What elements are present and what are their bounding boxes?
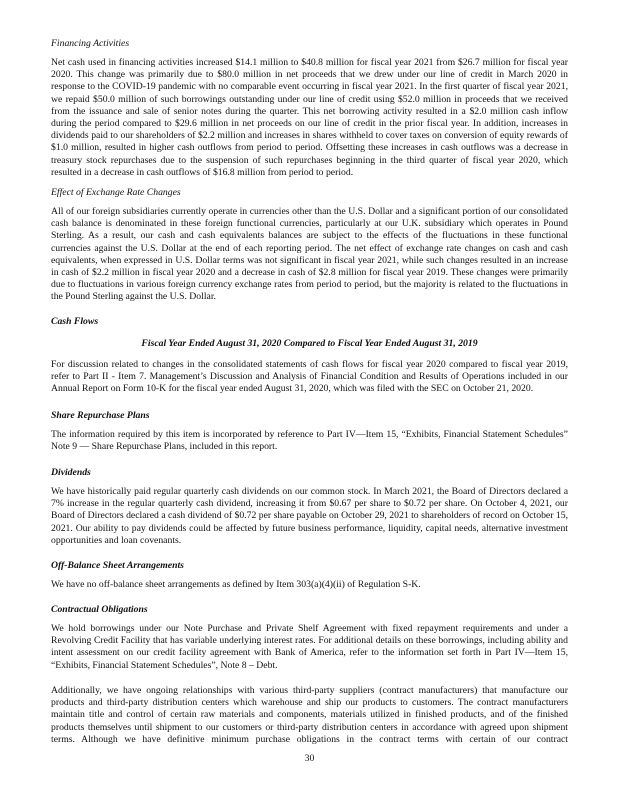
dividends-paragraph: We have historically paid regular quarterly cash dividends on our common stock. In March 2021, the Board of Directors declared a 7% increase in the regular quarterly cash dividend, increasing it from $0.67 per share to $0.72 per share. On October 4, 2021, our Board of Directors declared a cash dividend of $0.72 per share payable on October 29, 2021 to shareholders of record on October 15, 2021. Our ability to pay dividends could be affected by future business performance, liquidity, capital needs, alternative investment opportunities and loan covenants.: [51, 486, 568, 546]
cash-flows-paragraph: For discussion related to changes in the consolidated statements of cash flows for fiscal year 2020 compared to fiscal year 2019, refer to Part II - Item 7. Management’s Discussion and Analysis of Financial Condition and Results of Operations included in our Annual Report on Form 10-K for the fiscal year ended August 31, 2020, which was filed with the SEC on October 21, 2020.: [51, 359, 568, 395]
share-repurchase-paragraph: The information required by this item is incorporated by reference to Part IV—Item 15, “Exhibits, Financial Statement Schedules” Note 9 — Share Repurchase Plans, included in this report.: [51, 429, 568, 453]
exchange-rate-heading: Effect of Exchange Rate Changes: [51, 187, 181, 198]
share-repurchase-heading: Share Repurchase Plans: [51, 410, 150, 421]
contractual-obligations-paragraph-2: Additionally, we have ongoing relationships with various third-party suppliers (contract manufacturers) that manufacture our products and third-party distribution centers which warehouse and ship our products to customers. The contract manufacturers maintain title and control of certain raw materials and components, materials utilized in finished products, and of the finished products themselves until shipment to our customers or third-party distribution centers in accordance with agreed upon shipment terms. Although we have definitive minimum purchase obligations in the contract terms with certain of our contract: [51, 685, 568, 745]
contractual-obligations-paragraph-1: We hold borrowings under our Note Purchase and Private Shelf Agreement with fixed repayment requirements and under a Revolving Credit Facility that has variable underlying interest rates. For additional details on these borrowings, including ability and intent assessment on our credit facility agreement with Bank of America, refer to the information set forth in Part IV—Item 15, “Exhibits, Financial Statement Schedules”, Note 8 – Debt.: [51, 623, 568, 671]
financing-activities-heading: Financing Activities: [51, 38, 130, 49]
cash-flows-subheading: Fiscal Year Ended August 31, 2020 Compared to Fiscal Year Ended August 31, 2019: [141, 338, 478, 349]
off-balance-paragraph: We have no off-balance sheet arrangements as defined by Item 303(a)(4)(ii) of Regulation S-K.: [51, 579, 421, 590]
financing-activities-paragraph: Net cash used in financing activities increased $14.1 million to $40.8 million for fiscal year 2021 from $26.7 million for fiscal year 2020. This change was primarily due to $80.0 million in net proceeds that we drew under our line of credit in March 2020 in response to the COVID-19 pandemic with no comparable event occurring in fiscal year 2021. In the first quarter of fiscal year 2021, we repaid $50.0 million of such borrowings outstanding under our line of credit using $52.0 million in proceeds that we received from the issuance and sale of senior notes during the quarter. This net borrowing activity resulted in a $2.0 million cash inflow during the period compared to $29.6 million in net proceeds on our line of credit in the prior fiscal year. In addition, increases in dividends paid to our shareholders of $2.2 million and increases in shares withheld to cover taxes on conversion of equity rewards of $1.0 million, resulted in higher cash outflows from period to period. Offsetting these increases in cash outflows was a decrease in treasury stock repurchases due to the suspension of such repurchases beginning in the third quarter of fiscal year 2020, which resulted in a decrease in cash outflows of $16.8 million from period to period.: [51, 57, 568, 178]
cash-flows-heading: Cash Flows: [51, 316, 99, 327]
off-balance-heading: Off-Balance Sheet Arrangements: [51, 560, 184, 571]
page-number: 30: [304, 753, 315, 764]
dividends-heading: Dividends: [51, 467, 91, 478]
exchange-rate-paragraph: All of our foreign subsidiaries currently operate in currencies other than the U.S. Dollar and a significant portion of our consolidated cash balance is denominated in these foreign functional currencies, particularly at our U.K. subsidiary which operates in Pound Sterling. As a result, our cash and cash equivalents balances are subject to the effects of the fluctuations in these functional currencies against the U.S. Dollar at the end of each reporting period. The net effect of exchange rate changes on cash and cash equivalents, when expressed in U.S. Dollar terms was not significant in fiscal year 2021, while such changes resulted in an increase in cash of $2.2 million in fiscal year 2020 and a decrease in cash of $2.8 million for fiscal year 2019. These changes were primarily due to fluctuations in various foreign currency exchange rates from period to period, but the majority is related to the fluctuations in the Pound Sterling against the U.S. Dollar.: [51, 206, 568, 303]
contractual-obligations-heading: Contractual Obligations: [51, 604, 148, 615]
